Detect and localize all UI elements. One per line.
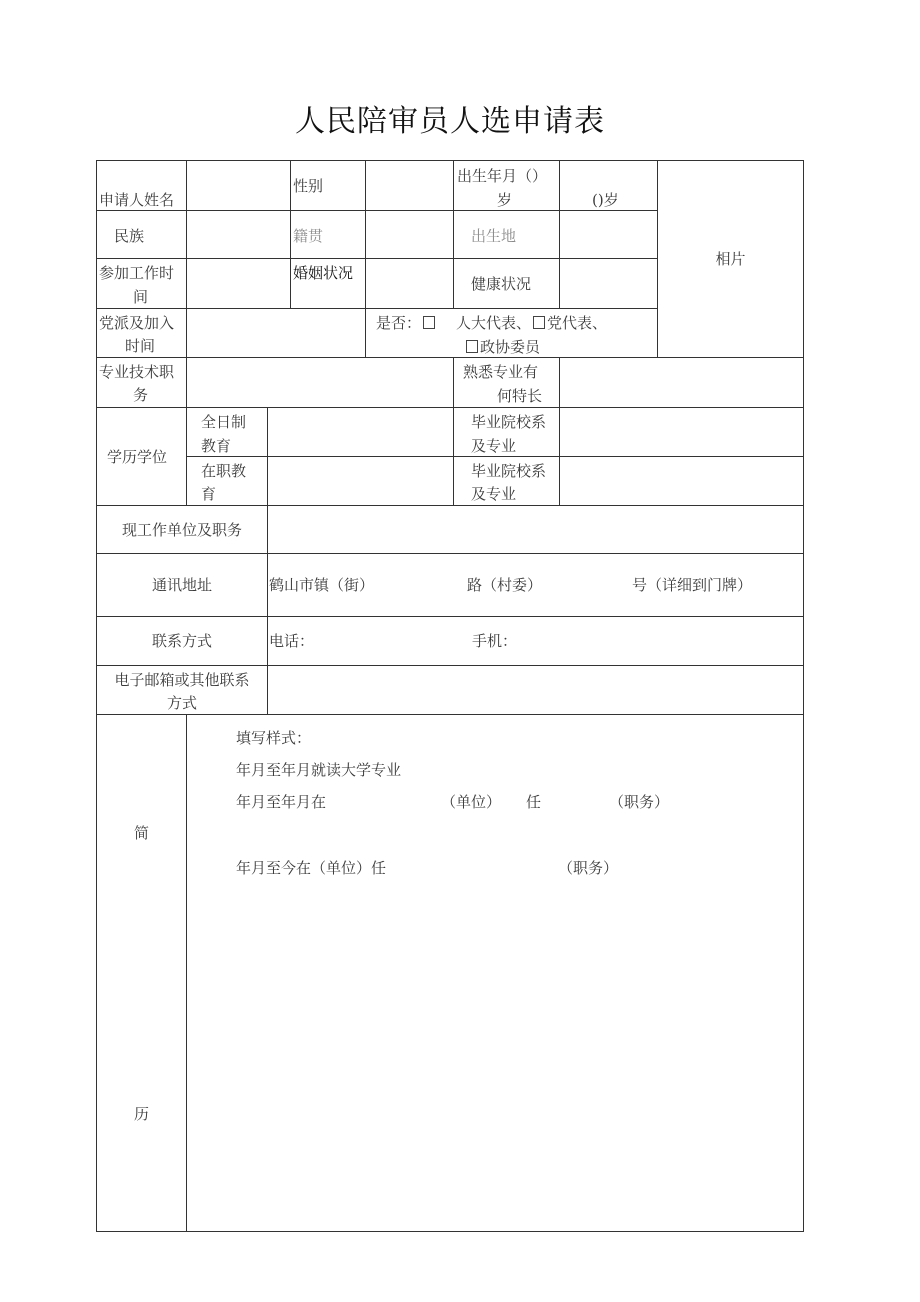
party-rep-checkbox-icon[interactable]: [533, 316, 545, 329]
applicant-name-label: 申请人姓名: [99, 191, 175, 209]
age-value: ()岁: [592, 191, 619, 209]
education-label: 学历学位: [107, 448, 168, 466]
health-status-label: 健康状况: [471, 275, 532, 293]
fulltime-school-label-2: 及专业: [471, 437, 517, 455]
cppcc-checkbox-icon[interactable]: [466, 340, 478, 353]
address-road: 路（村委）: [467, 576, 543, 594]
resume-label-bottom: 历: [133, 1105, 149, 1123]
resume-label-top: 简: [133, 824, 149, 842]
inservice-school-label-2: 及专业: [471, 485, 517, 503]
birth-date-label: 出生年月（）: [457, 167, 548, 185]
npc-rep-label: 人大代表、: [456, 314, 532, 332]
resume-sample-line-3a: 年月至今在（单位）任: [236, 859, 387, 877]
resume-sample-line-2b: （单位）: [441, 793, 502, 811]
cppcc-label: 政协委员: [480, 338, 541, 356]
tech-title-label-2: 务: [133, 386, 149, 404]
party-rep-label: 党代表、: [547, 314, 608, 332]
fulltime-edu-label-2: 教育: [201, 437, 232, 455]
address-number: 号（详细到门牌）: [632, 576, 753, 594]
representative-options-line: [456, 311, 607, 335]
inservice-edu-label-2: 育: [201, 485, 217, 503]
contact-label: 联系方式: [151, 632, 212, 650]
resume-sample-line-2c: 任: [526, 793, 542, 811]
marital-status-label: 婚姻状况: [293, 264, 354, 282]
work-start-label: 参加工作时: [99, 264, 175, 282]
mobile-label: 手机：: [472, 632, 518, 650]
resume-sample-line-2a: 年月至年月在: [236, 793, 327, 811]
expertise-label-2: 何特长: [497, 387, 543, 405]
cppcc-option: [464, 335, 540, 359]
fulltime-edu-label: 全日制: [201, 413, 247, 431]
checkbox-icon[interactable]: [423, 316, 435, 329]
birthplace-label: 出生地: [471, 227, 517, 245]
email-label: 电子邮箱或其他联系: [114, 671, 250, 689]
email-label-2: 方式: [166, 694, 197, 712]
resume-sample-heading: 填写样式：: [236, 729, 312, 747]
resume-sample-line-2d: （职务）: [609, 793, 670, 811]
photo-label: 相片: [715, 250, 746, 268]
employer-label: 现工作单位及职务: [121, 521, 242, 539]
address-city: 鹤山市镇（街）: [269, 576, 375, 594]
tech-title-label: 专业技术职: [99, 363, 175, 381]
party-label: 党派及加入: [99, 314, 175, 332]
gender-label: 性别: [293, 177, 324, 195]
representative-question: [376, 311, 437, 335]
resume-sample-line-3b: （职务）: [558, 859, 619, 877]
inservice-edu-label: 在职教: [201, 462, 247, 480]
whether-label: 是否：: [376, 314, 422, 332]
ethnicity-label: 民族: [114, 227, 145, 245]
birth-date-label-age: 岁: [497, 191, 513, 209]
phone-label: 电话：: [269, 632, 315, 650]
inservice-school-label: 毕业院校系: [471, 462, 547, 480]
work-start-label-2: 间: [133, 288, 149, 306]
party-label-2: 时间: [125, 337, 156, 355]
resume-sample-line-1: 年月至年月就读大学专业: [236, 761, 402, 779]
native-place-label: 籍贯: [293, 227, 324, 245]
address-label: 通讯地址: [151, 576, 212, 594]
fulltime-school-label: 毕业院校系: [471, 413, 547, 431]
expertise-label: 熟悉专业有: [463, 363, 539, 381]
page-title: 人民陪审员人选申请表: [295, 104, 605, 139]
